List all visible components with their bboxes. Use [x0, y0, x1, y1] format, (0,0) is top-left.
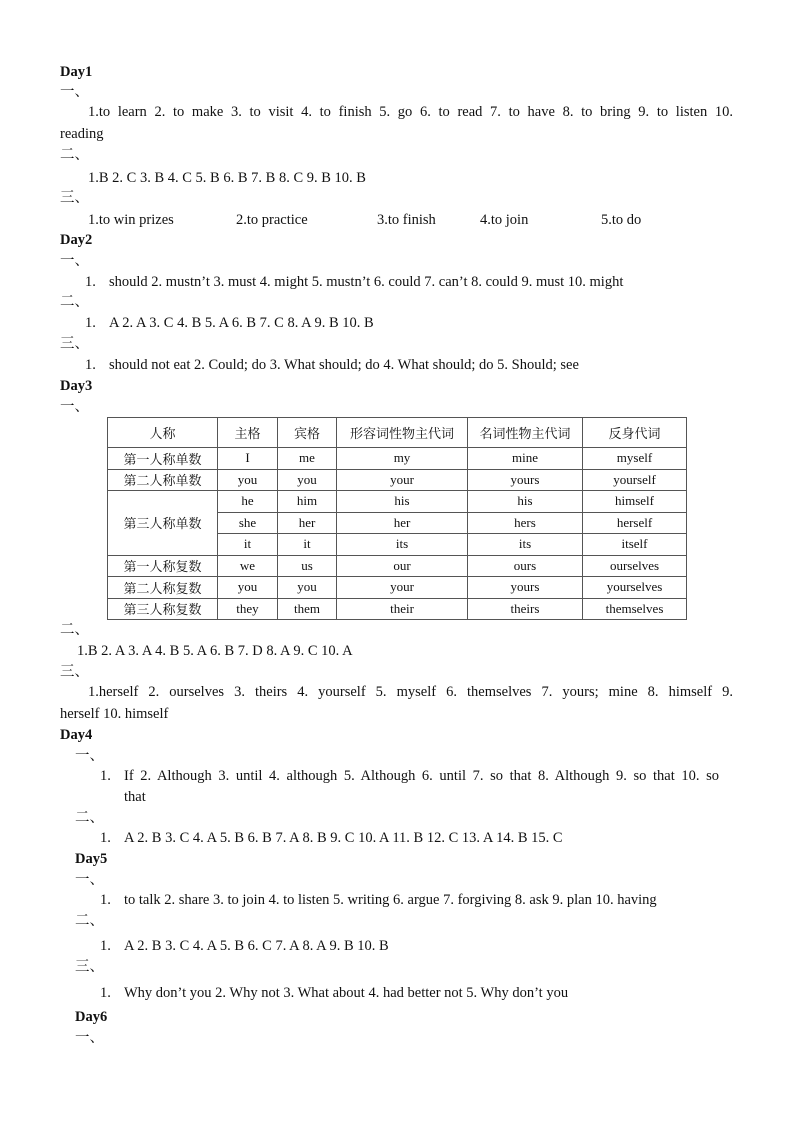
table-cell: 第一人称复数 [108, 555, 218, 577]
table-row [108, 469, 687, 491]
day4-heading: Day4 [60, 727, 93, 743]
section-1-label: 一、 [75, 748, 104, 764]
list-number: 1. [100, 892, 111, 908]
table-cell: your [337, 577, 468, 599]
section-1-label: 一、 [75, 1030, 104, 1046]
table-cell: 第二人称单数 [108, 469, 218, 491]
table-header: 主格 [218, 418, 278, 448]
day1-answer-3-item: 1.to win prizes [88, 212, 174, 228]
day1-answers-2: 1.B 2. C 3. B 4. C 5. B 6. B 7. B 8. C 9. B 10. B [88, 170, 366, 186]
table-header: 人称 [108, 418, 218, 448]
list-number: 1. [85, 315, 96, 331]
day5-heading: Day5 [75, 851, 108, 867]
list-number: 1. [100, 768, 111, 784]
day5-answers-1: to talk 2. share 3. to join 4. to listen 5. writing 6. argue 7. forgiving 8. ask 9. plan 10. having [124, 892, 657, 908]
table-cell: yours [468, 577, 583, 599]
table-cell: you [218, 577, 278, 599]
table-cell: yours [468, 469, 583, 491]
day1-answers-1-cont: reading [60, 126, 104, 142]
table-cell: 第二人称复数 [108, 577, 218, 599]
section-2-label: 二、 [75, 913, 104, 929]
day1-answers-1: 1.to learn 2. to make 3. to visit 4. to finish 5. go 6. to read 7. to have 8. to bring 9. to listen 10. [88, 104, 733, 120]
table-header: 反身代词 [583, 418, 687, 448]
table-cell: we [218, 555, 278, 577]
day1-answer-3-item: 4.to join [480, 212, 529, 228]
day2-answers-3: should not eat 2. Could; do 3. What should; do 4. What should; do 5. Should; see [109, 357, 579, 373]
section-2-label: 二、 [60, 147, 89, 163]
table-cell: 第三人称单数 [108, 491, 218, 556]
table-cell: you [278, 469, 337, 491]
table-cell: you [278, 577, 337, 599]
list-number: 1. [100, 938, 111, 954]
table-cell: yourselves [583, 577, 687, 599]
table-cell: his [337, 491, 468, 513]
table-cell: myself [583, 448, 687, 470]
day5-answers-2: A 2. B 3. C 4. A 5. B 6. C 7. A 8. A 9. B 10. B [124, 938, 389, 954]
day3-heading: Day3 [60, 378, 93, 394]
table-cell: you [218, 469, 278, 491]
day2-heading: Day2 [60, 232, 93, 248]
table-cell: ours [468, 555, 583, 577]
table-row [108, 555, 687, 577]
table-cell: our [337, 555, 468, 577]
day3-answers-2: 1.B 2. A 3. A 4. B 5. A 6. B 7. D 8. A 9. C 10. A [77, 643, 353, 659]
table-cell: his [468, 491, 583, 513]
day1-answer-3-item: 5.to do [601, 212, 642, 228]
day3-answers-3: 1.herself 2. ourselves 3. theirs 4. yourself 5. myself 6. themselves 7. yours; mine 8. himself 9. [88, 684, 733, 700]
section-3-label: 三、 [60, 190, 89, 206]
section-1-label: 一、 [60, 84, 89, 100]
day2-answers-1: should 2. mustn’t 3. must 4. might 5. mustn’t 6. could 7. can’t 8. could 9. must 10. might [109, 274, 624, 290]
table-cell: himself [583, 491, 687, 513]
day2-answers-2: A 2. A 3. C 4. B 5. A 6. B 7. C 8. A 9. B 10. B [109, 315, 374, 331]
table-cell: us [278, 555, 337, 577]
table-cell: I [218, 448, 278, 470]
table-cell: herself [583, 512, 687, 534]
table-cell: themselves [583, 598, 687, 620]
day1-heading: Day1 [60, 64, 93, 80]
table-row [108, 598, 687, 620]
section-2-label: 二、 [75, 810, 104, 826]
day5-answers-3: Why don’t you 2. Why not 3. What about 4. had better not 5. Why don’t you [124, 985, 569, 1001]
table-header-row [108, 418, 687, 448]
day6-heading: Day6 [75, 1009, 108, 1025]
table-row [108, 491, 687, 513]
section-3-label: 三、 [75, 959, 104, 975]
table-cell: their [337, 598, 468, 620]
section-1-label: 一、 [60, 253, 89, 269]
day3-answers-3-cont: herself 10. himself [60, 706, 169, 722]
list-number: 1. [100, 985, 111, 1001]
table-cell: him [278, 491, 337, 513]
table-cell: her [337, 512, 468, 534]
table-header: 形容词性物主代词 [337, 418, 468, 448]
section-1-label: 一、 [60, 399, 89, 415]
table-cell: its [468, 534, 583, 556]
table-cell: your [337, 469, 468, 491]
day1-answer-3-item: 2.to practice [236, 212, 308, 228]
table-cell: yourself [583, 469, 687, 491]
table-cell: its [337, 534, 468, 556]
day4-answers-2: A 2. B 3. C 4. A 5. B 6. B 7. A 8. B 9. C 10. A 11. B 12. C 13. A 14. B 15. C [124, 830, 563, 846]
list-number: 1. [100, 830, 111, 846]
section-3-label: 三、 [60, 664, 89, 680]
table-cell: they [218, 598, 278, 620]
list-number: 1. [85, 274, 96, 290]
table-cell: 第三人称复数 [108, 598, 218, 620]
table-cell: her [278, 512, 337, 534]
table-header: 宾格 [278, 418, 337, 448]
list-number: 1. [85, 357, 96, 373]
table-cell: them [278, 598, 337, 620]
table-cell: me [278, 448, 337, 470]
table-cell: he [218, 491, 278, 513]
table-header: 名词性物主代词 [468, 418, 583, 448]
day1-answer-3-item: 3.to finish [377, 212, 436, 228]
day4-answers-1-cont: that [124, 789, 146, 805]
table-row [108, 577, 687, 599]
table-cell: my [337, 448, 468, 470]
table-cell: mine [468, 448, 583, 470]
section-2-label: 二、 [60, 294, 89, 310]
table-cell: hers [468, 512, 583, 534]
table-cell: it [218, 534, 278, 556]
table-cell: it [278, 534, 337, 556]
section-1-label: 一、 [75, 872, 104, 888]
section-2-label: 二、 [60, 622, 89, 638]
day4-answers-1: If 2. Although 3. until 4. although 5. Although 6. until 7. so that 8. Although 9. so that 10. so [124, 768, 719, 784]
table-cell: she [218, 512, 278, 534]
table-cell: itself [583, 534, 687, 556]
table-cell: ourselves [583, 555, 687, 577]
table-row [108, 448, 687, 470]
table-cell: theirs [468, 598, 583, 620]
table-cell: 第一人称单数 [108, 448, 218, 470]
pronoun-table [107, 417, 687, 620]
section-3-label: 三、 [60, 336, 89, 352]
